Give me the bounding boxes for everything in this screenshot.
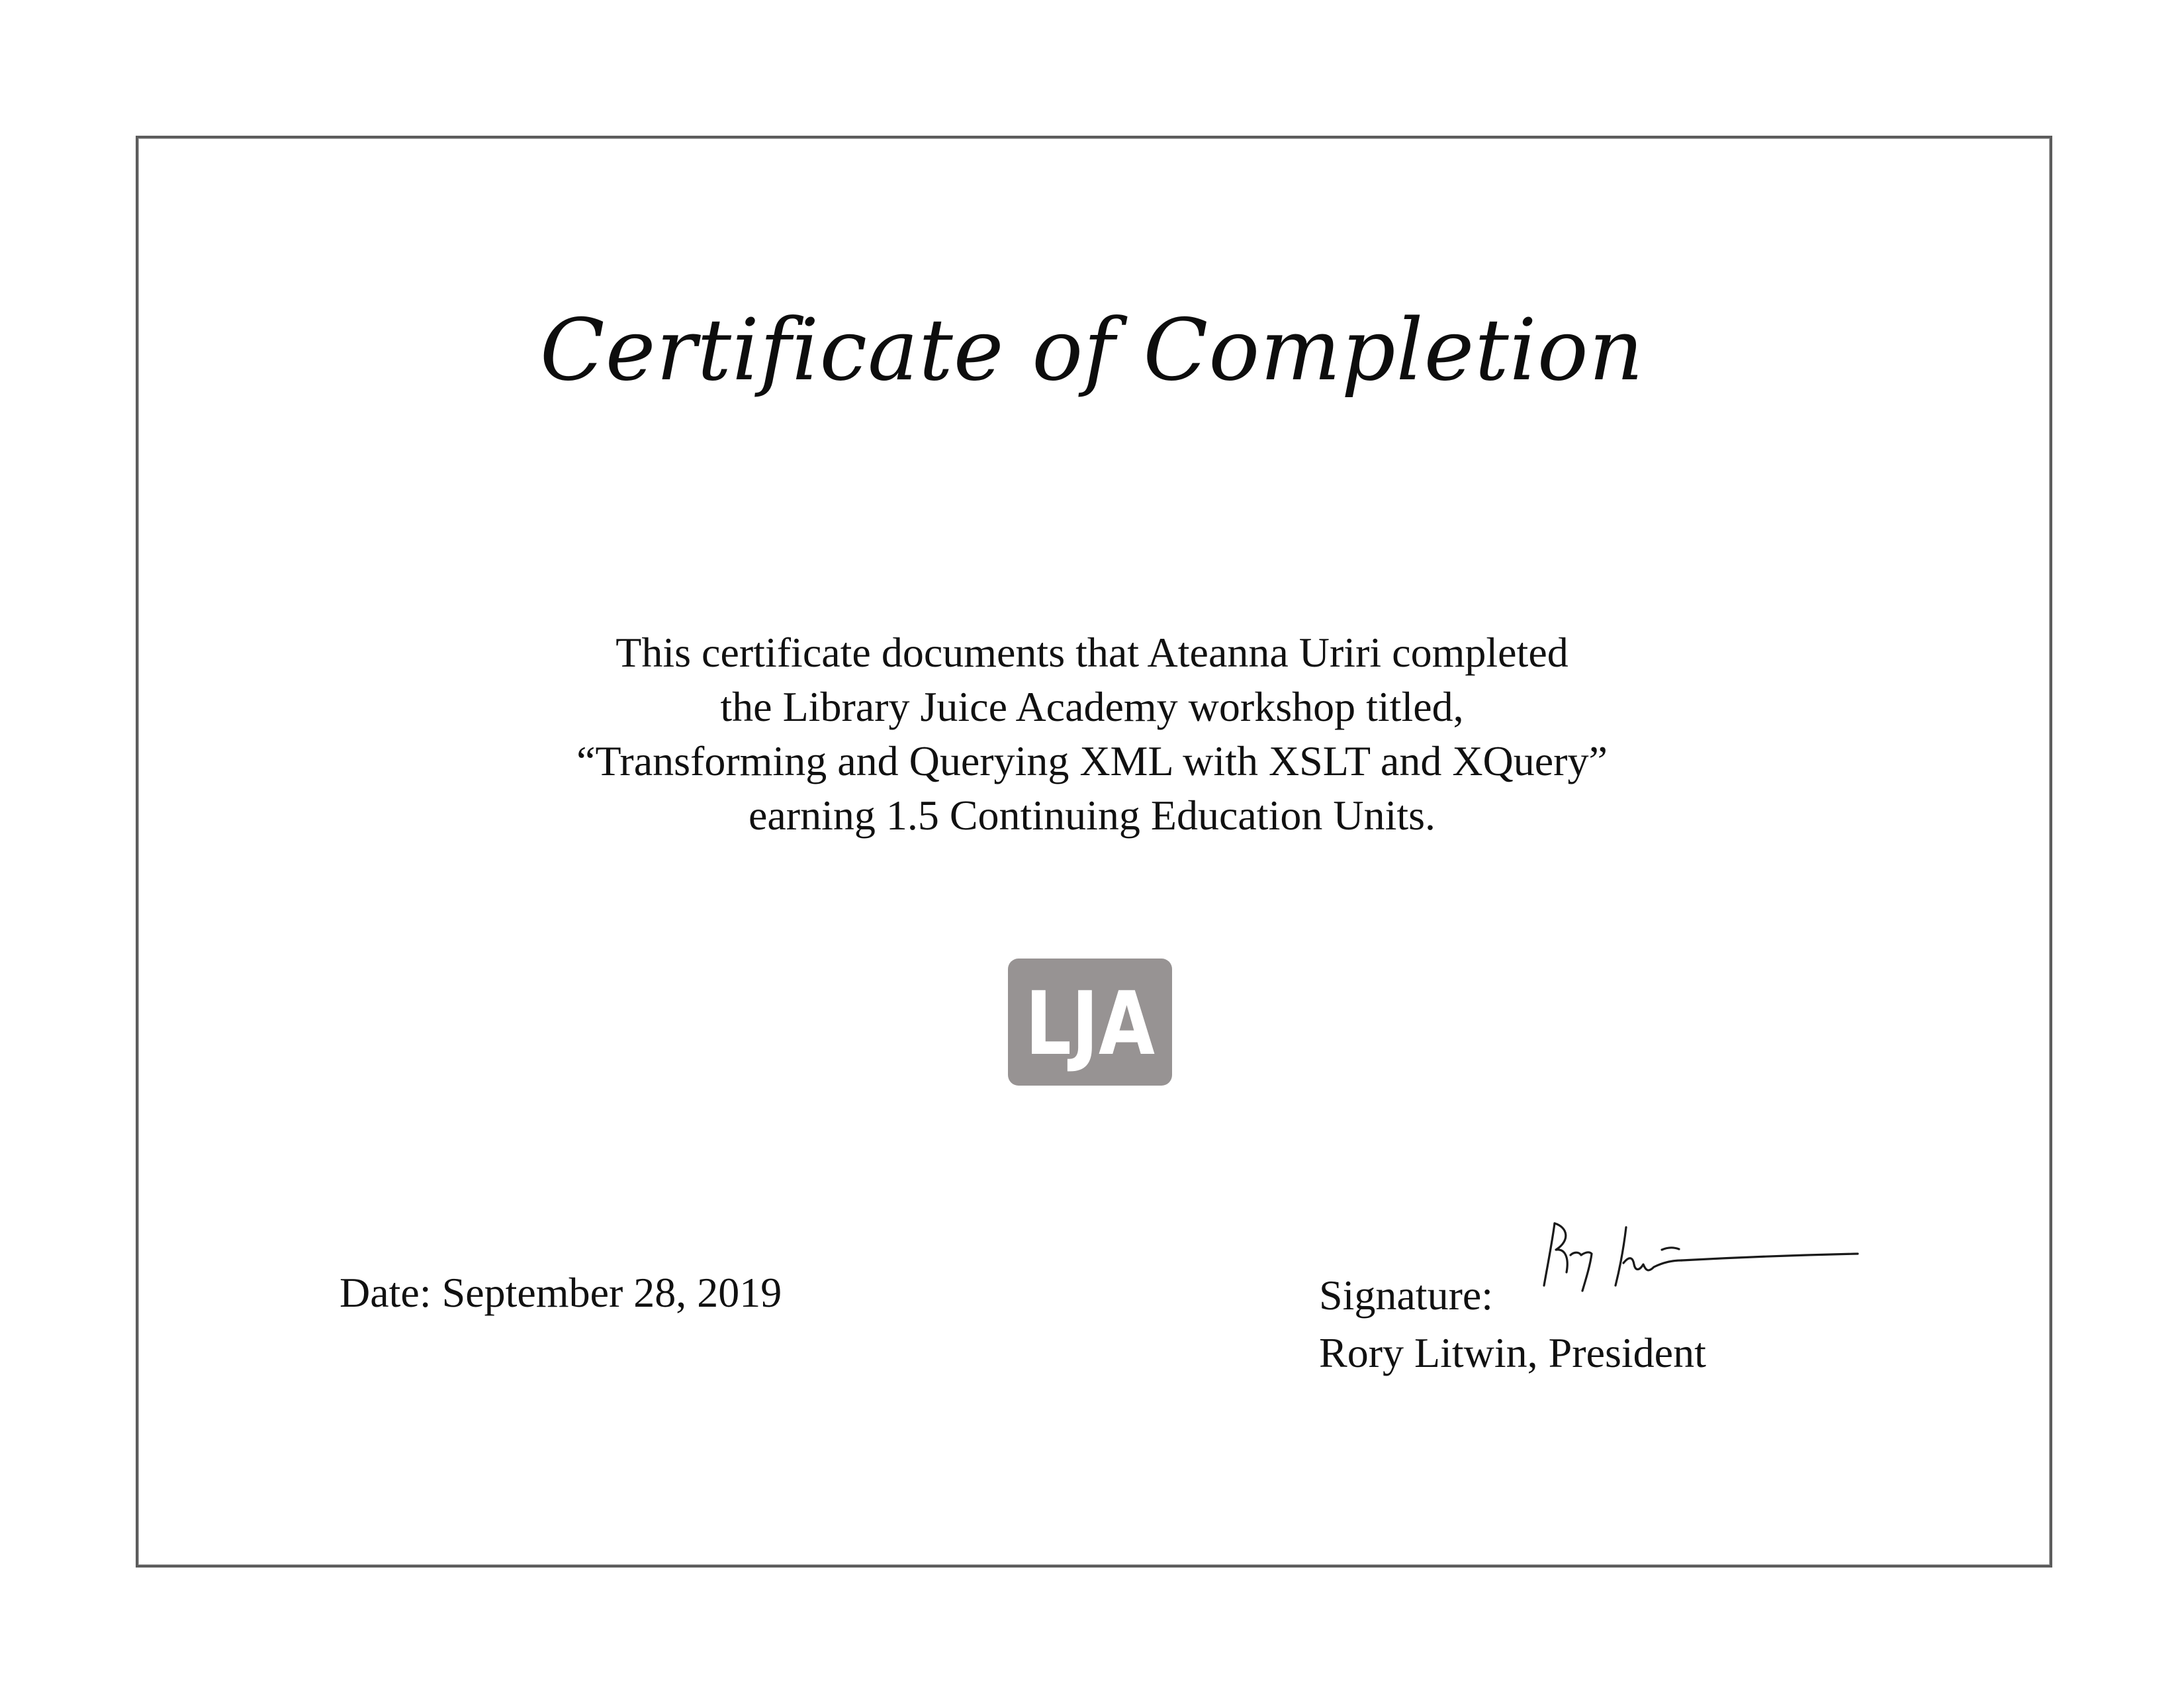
handwritten-signature	[1532, 1211, 1863, 1311]
lja-logo	[1008, 959, 1172, 1086]
body-line-workshop-title: “Transforming and Querying XML with XSLT and XQuery”	[576, 737, 1608, 784]
lja-logo-text: LJA	[1025, 973, 1155, 1075]
signer-name-title: Rory Litwin, President	[1319, 1329, 1706, 1376]
body-line-ceu: earning 1.5 Continuing Education Units.	[748, 792, 1436, 839]
completion-date: Date: September 28, 2019	[340, 1269, 782, 1316]
body-line-recipient: This certificate documents that Ateanna Uriri completed	[615, 629, 1569, 676]
certificate-title: Certificate of Completion	[539, 301, 1645, 400]
signature-label: Signature:	[1319, 1272, 1494, 1319]
certificate-body	[0, 626, 2184, 843]
body-line-workshop-intro: the Library Juice Academy workshop titled,	[720, 683, 1464, 730]
